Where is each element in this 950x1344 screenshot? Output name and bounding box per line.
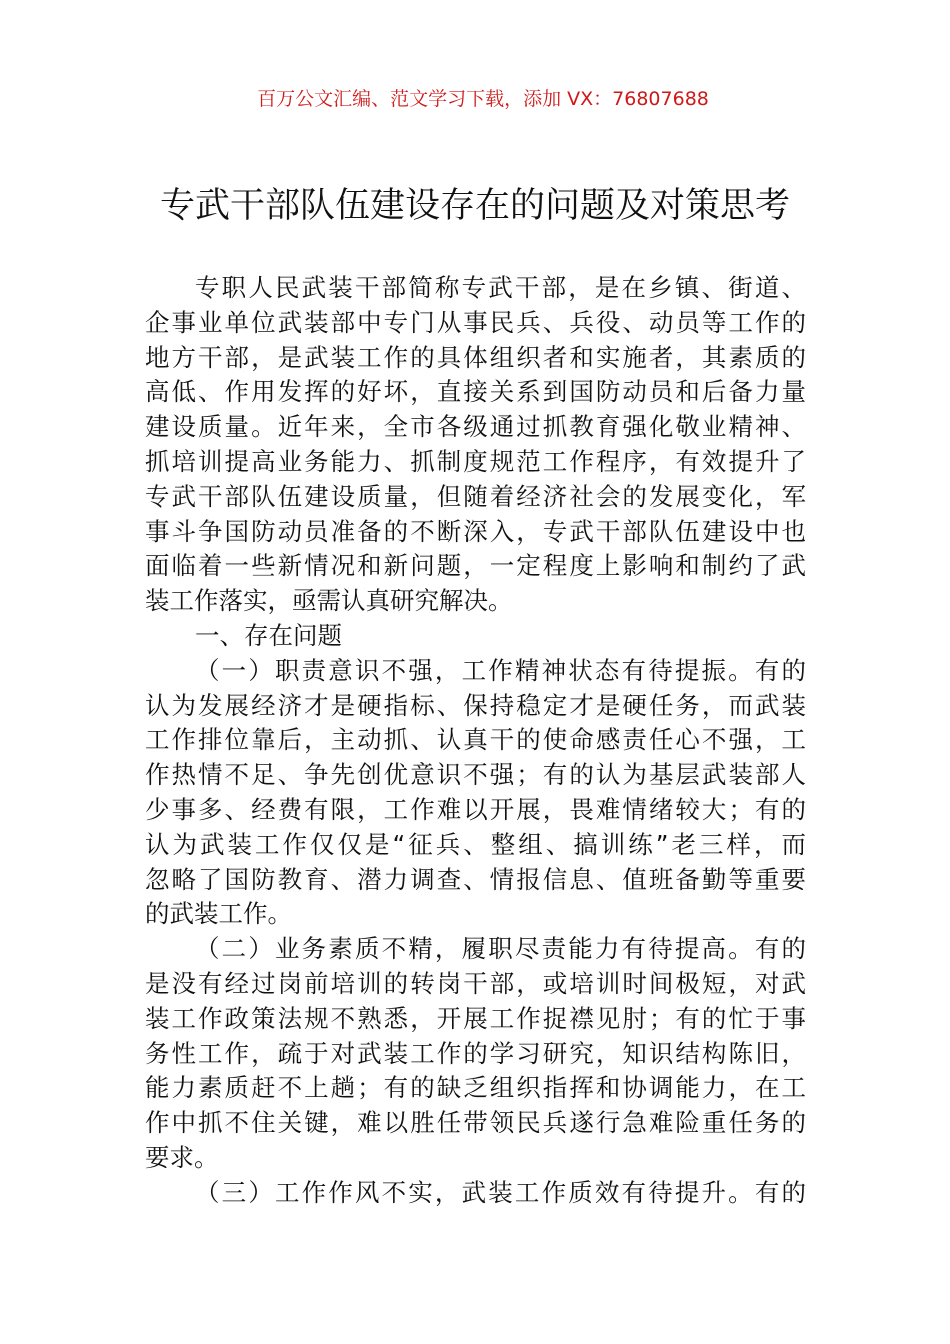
text-line: 建设质量。近年来，全市各级通过抓教育强化敬业精神、 xyxy=(145,412,806,442)
text-line: 作热情不足、争先创优意识不强；有的认为基层武装部人 xyxy=(145,760,806,790)
text-line: 高低、作用发挥的好坏，直接关系到国防动员和后备力量 xyxy=(145,377,806,407)
text-line: （二）业务素质不精，履职尽责能力有待提高。有的 xyxy=(195,934,806,964)
text-line: 企事业单位武装部中专门从事民兵、兵役、动员等工作的 xyxy=(145,307,806,337)
text-line: 专职人民武装干部简称专武干部，是在乡镇、街道、 xyxy=(195,273,806,302)
text-line: （三）工作作风不实，武装工作质效有待提升。有的 xyxy=(195,1177,806,1207)
text-line: 是没有经过岗前培训的转岗干部，或培训时间极短，对武 xyxy=(145,968,806,998)
text-line: 抓培训提高业务能力、抓制度规范工作程序，有效提升了 xyxy=(145,446,806,476)
text-line: 能力素质赶不上趟；有的缺乏组织指挥和协调能力，在工 xyxy=(145,1073,806,1103)
text-line: （一）职责意识不强，工作精神状态有待提振。有的 xyxy=(195,655,806,685)
document-body xyxy=(145,271,806,1211)
text-line: 务性工作，疏于对武装工作的学习研究，知识结构陈旧， xyxy=(145,1038,806,1068)
text-line: 的武装工作。 xyxy=(145,899,292,929)
text-line: 作中抓不住关键，难以胜任带领民兵遂行急难险重任务的 xyxy=(145,1108,806,1138)
watermark-banner: 百万公文汇编、范文学习下载，添加 VX：76807688 xyxy=(257,88,709,110)
text-line: 事斗争国防动员准备的不断深入，专武干部队伍建设中也 xyxy=(145,516,806,546)
text-line: 地方干部，是武装工作的具体组织者和实施者，其素质的 xyxy=(145,342,806,372)
text-line: 一、存在问题 xyxy=(195,620,342,650)
text-line: 工作排位靠后，主动抓、认真干的使命感责任心不强，工 xyxy=(145,725,806,755)
text-line: 忽略了国防教育、潜力调查、情报信息、值班备勤等重要 xyxy=(145,864,806,894)
text-line: 认为武装工作仅仅是“征兵、整组、搞训练”老三样，而 xyxy=(145,829,806,859)
text-line: 装工作落实，亟需认真研究解决。 xyxy=(145,586,513,616)
text-line: 专武干部队伍建设质量，但随着经济社会的发展变化，军 xyxy=(145,481,806,511)
text-line: 要求。 xyxy=(145,1142,219,1172)
document-title: 专武干部队伍建设存在的问题及对策思考 xyxy=(159,186,790,226)
text-line: 认为发展经济才是硬指标、保持稳定才是硬任务，而武装 xyxy=(145,690,806,720)
text-line: 少事多、经费有限，工作难以开展，畏难情绪较大；有的 xyxy=(145,794,806,824)
text-line: 面临着一些新情况和新问题，一定程度上影响和制约了武 xyxy=(145,551,806,581)
text-line: 装工作政策法规不熟悉，开展工作捉襟见肘；有的忙于事 xyxy=(145,1003,806,1033)
